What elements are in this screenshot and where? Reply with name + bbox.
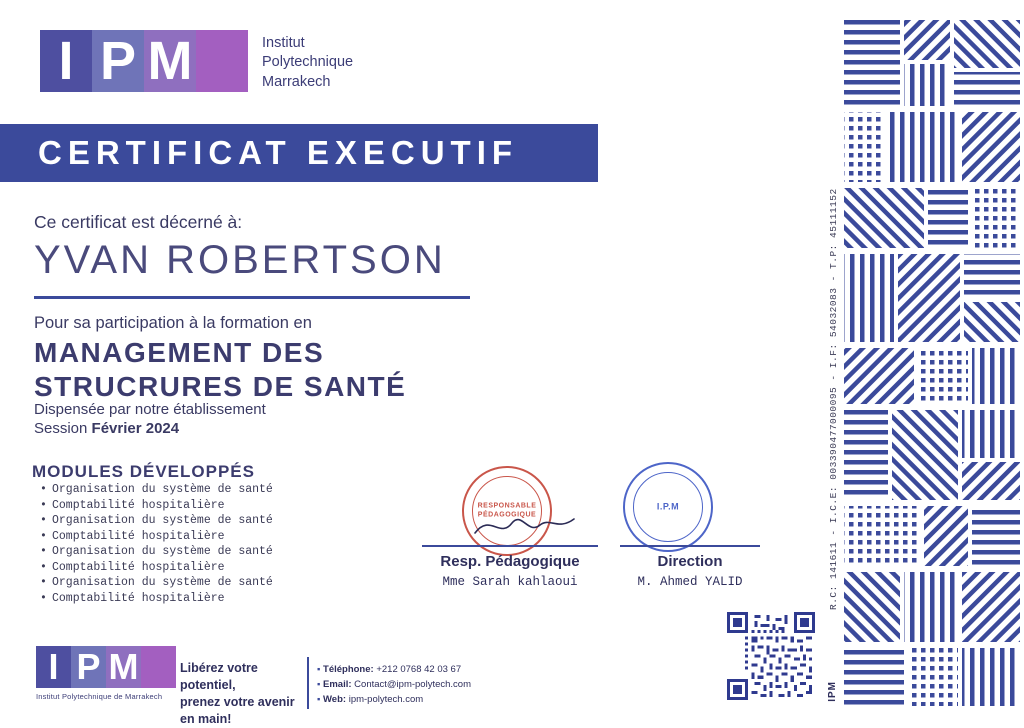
signature-block-pedagogic: [420, 545, 600, 589]
contact-phone-value: +212 0768 42 03 67: [376, 664, 462, 675]
signature-name: M. Ahmed YALID: [637, 575, 743, 589]
list-item: • Comptabilité hospitalière: [40, 591, 273, 607]
footer-logo-letters: [36, 646, 176, 688]
signature-line: [422, 545, 598, 547]
footer-divider: [307, 657, 309, 709]
list-item: • Organisation du système de santé: [40, 575, 273, 591]
geometric-pattern-decoration: [840, 0, 1024, 724]
qr-code-icon: [727, 612, 815, 700]
logo-letter-i: I: [40, 30, 92, 92]
signature-role: Direction: [657, 553, 723, 570]
list-item: • Comptabilité hospitalière: [40, 498, 273, 514]
logo-letter-m-left: M: [144, 30, 196, 92]
list-item: • Comptabilité hospitalière: [40, 529, 273, 545]
institute-name: [262, 30, 353, 92]
legal-vertical-text-container: [816, 0, 838, 724]
footer-logo-letter-i: I: [36, 646, 71, 688]
contact-web-label: Web:: [323, 694, 347, 705]
awarded-label: Ce certificat est décerné à:: [34, 212, 243, 232]
pedagogic-stamp-icon: [462, 466, 552, 556]
list-item: • Organisation du système de santé: [40, 513, 273, 529]
footer-logo: [36, 646, 176, 701]
program-title-line-1: MANAGEMENT DES: [34, 337, 325, 368]
contact-email-label: Email:: [323, 679, 352, 690]
program-title-line-2: STRUCRURES DE SANTÉ: [34, 370, 407, 402]
contact-email-value[interactable]: Contact@ipm-polytech.com: [354, 679, 471, 690]
recipient-divider: [34, 296, 470, 299]
footer-logo-letter-m-right: [141, 646, 176, 688]
direction-stamp-text: I.P.M: [656, 501, 680, 512]
pedagogic-stamp-text: RESPONSABLE PÉDAGOGIQUE: [477, 502, 537, 518]
header-logo: [40, 30, 353, 92]
footer-contact-block: [317, 662, 471, 707]
footer-slogan-line-2: prenez votre avenir: [180, 694, 295, 709]
footer-slogan: [180, 660, 310, 728]
footer-logo-subtitle: Institut Polytechnique de Marrakech: [36, 692, 163, 701]
legal-vertical-mark: IPM: [827, 681, 838, 702]
list-item: • Organisation du système de santé: [40, 544, 273, 560]
logo-letters: [40, 30, 248, 92]
contact-phone-label: Téléphone:: [323, 664, 374, 675]
session-label: Session: [34, 420, 92, 437]
contact-email: [317, 677, 471, 692]
signature-line: [620, 545, 760, 547]
session-value: Février 2024: [91, 420, 180, 437]
recipient-name: YVAN ROBERTSON: [34, 238, 446, 282]
direction-stamp-icon: [623, 462, 713, 552]
institute-line-2: Polytechnique: [262, 54, 354, 71]
institute-line-3: Marrakech: [262, 73, 331, 90]
modules-title: MODULES DÉVELOPPÉS: [32, 462, 255, 481]
bullet-icon: ▪: [317, 664, 321, 675]
list-item: • Organisation du système de santé: [40, 482, 273, 498]
footer-logo-letter-m-left: M: [106, 646, 141, 688]
certificate-title: CERTIFICAT EXECUTIF: [38, 134, 519, 171]
certificate-title-band: [0, 124, 598, 182]
legal-registration-text: R.C: 141611 - I.C.E: 003390477000095 - I.F: 54032083 - T.P: 45111152: [828, 188, 839, 610]
institute-line-1: Institut: [262, 35, 305, 51]
logo-letter-m-right: [196, 30, 248, 92]
session-text: [34, 420, 179, 437]
contact-web-value[interactable]: ipm-polytech.com: [348, 694, 424, 705]
list-item: • Comptabilité hospitalière: [40, 560, 273, 576]
contact-phone: [317, 662, 471, 677]
footer-slogan-line-3: en main!: [180, 711, 232, 726]
signature-block-direction: [600, 545, 780, 589]
signature-name: Mme Sarah kahlaoui: [442, 575, 578, 589]
footer-logo-letter-p: P: [71, 646, 106, 688]
footer-slogan-line-1: Libérez votre potentiel,: [180, 661, 258, 692]
contact-web: [317, 692, 471, 707]
bullet-icon: ▪: [317, 694, 321, 705]
participation-label: Pour sa participation à la formation en: [34, 314, 312, 332]
bullet-icon: ▪: [317, 679, 321, 690]
program-title: [34, 336, 406, 403]
logo-letter-p: P: [92, 30, 144, 92]
signature-role: Resp. Pédagogique: [440, 553, 580, 570]
dispensed-text: Dispensée par notre établissement: [34, 401, 266, 418]
modules-list: [40, 482, 273, 606]
